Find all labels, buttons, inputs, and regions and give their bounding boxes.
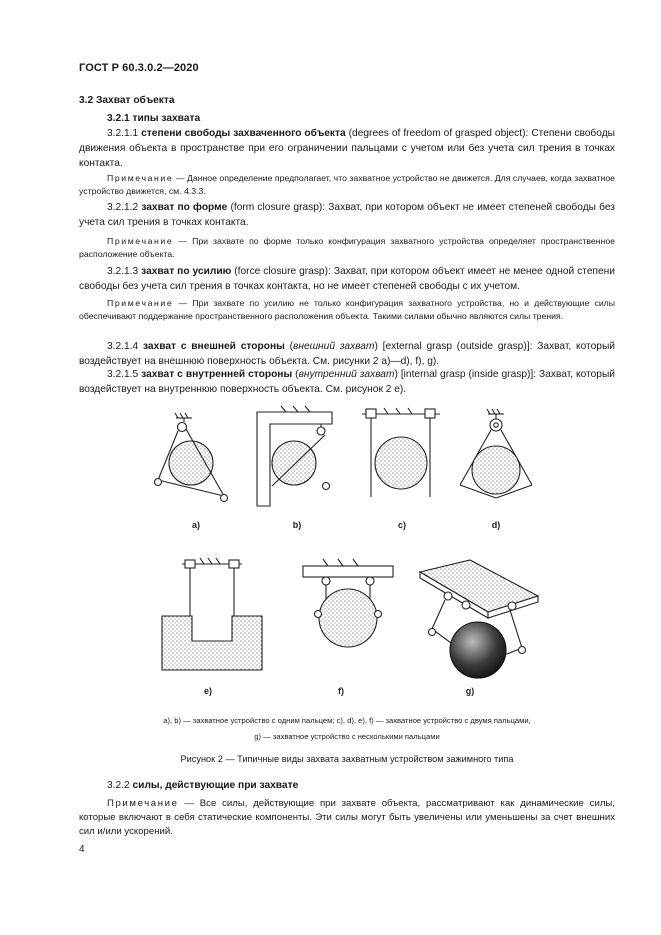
- term-english: (force closure grasp):: [234, 266, 331, 277]
- clause-number: 3.2.1.5: [107, 369, 139, 380]
- page-number: 4: [79, 844, 85, 855]
- term: степени свободы захваченного объекта: [141, 128, 346, 139]
- term: захват по форме: [141, 202, 228, 213]
- figure-legend-line-1: a), b) — захватное устройство с одним пальцем; c), d), e), f) — захватное устройство с двумя пальцами,: [163, 716, 531, 725]
- diagram-e-internal-grasp: [162, 558, 262, 670]
- definition-3-2-1-4: 3.2.1.4 захват с внешней стороны (внешний захват) [external grasp (outside grasp)]: Захват, который воздействует на внешнюю поверхность объекта. См. рисунки 2 а)—d), f), g).: [79, 341, 615, 367]
- figure-legend-line-2: g) — захватное устройство с несколькими пальцами: [254, 732, 440, 741]
- clause-number: 3.2.1.4: [107, 341, 139, 352]
- note-label: Примечание: [107, 173, 174, 183]
- note-2: [79, 235, 615, 261]
- definition-3-2-1-5: 3.2.1.5 захват с внутренней стороны (внутренний захват) [internal grasp (inside grasp)]: Захват, который воздействует на внутреннюю поверхность объекта. См. рисунок 2 е).: [79, 369, 615, 395]
- figure-title: Рисунок 2 — Типичные виды захвата захватным устройством зажимного типа: [180, 754, 514, 764]
- term: силы, действующие при захвате: [132, 780, 299, 791]
- clause-number: 3.2.1.1: [107, 128, 139, 139]
- term-english: [internal grasp (inside grasp)]:: [400, 369, 537, 380]
- term: захват с внешней стороны: [142, 341, 285, 352]
- subsection-3-2-2: [79, 778, 615, 793]
- note-text: — При захвате по усилию не только конфигурация захватного устройства, но и действующие силы обеспечивают поддержание пространственного расположения объекта. Такими силами обычно являются силы трения.: [79, 298, 615, 321]
- term-alt: внешний захват: [293, 341, 375, 352]
- figure-label-f: f): [338, 686, 344, 696]
- term-definition: Захват, который воздействует на внутреннюю поверхность объекта. См. рисунок 2 е).: [79, 369, 615, 395]
- term-english: [external grasp (outside grasp)]:: [382, 341, 533, 352]
- diagram-g-multi-finger: [420, 560, 538, 678]
- diagram-f-two-fingers: [303, 559, 393, 647]
- figure-label-e: e): [203, 686, 213, 696]
- figure-label-b: b): [292, 520, 302, 530]
- note-4: [79, 797, 615, 839]
- figure-2-grasp-types: [140, 400, 560, 710]
- term-alt: внутренний захват: [298, 369, 395, 380]
- definition-3-2-1-1: [79, 126, 615, 171]
- definition-3-2-1-3: [79, 264, 615, 294]
- note-text: — Данное определение предполагает, что захватное устройство не движется. Для случаев, когда захватное устройство движется, см. 4.3.3.: [79, 173, 616, 196]
- section-heading-3-2: 3.2 Захват объекта: [79, 95, 175, 106]
- clause-number: 3.2.1.3: [107, 266, 139, 277]
- term-definition: Захват, при котором объект имеет не менее одной степени свободы без учета сил трения в точках контакта, но не имеет степеней свободы с их учетом.: [79, 266, 615, 292]
- note-label: Примечание: [107, 298, 174, 308]
- clause-number: 3.2.1.2: [107, 202, 139, 213]
- subsection-heading-3-2-1: [79, 111, 615, 126]
- figure-label-g: g): [465, 686, 475, 696]
- note-1: [79, 172, 615, 198]
- figure-label-c: c): [397, 520, 407, 530]
- diagram-d-two-fingers: [460, 409, 532, 498]
- figure-label-a: a): [191, 520, 201, 530]
- document-header: ГОСТ Р 60.3.0.2—2020: [79, 62, 199, 74]
- note-label: Примечание: [107, 798, 179, 809]
- note-text: — При захвате по форме только конфигурация захватного устройства определяет пространственное расположение объекта.: [79, 236, 615, 259]
- term: захват с внутренней стороны: [141, 369, 293, 380]
- figure-label-d: d): [491, 520, 501, 530]
- clause-number: 3.2.2: [107, 780, 130, 791]
- note-3: [79, 297, 615, 323]
- definition-3-2-1-2: [79, 200, 615, 230]
- diagram-c-two-fingers: [362, 408, 440, 497]
- diagram-a-single-finger: [155, 413, 228, 502]
- term-definition: Захват, который воздействует на внешнюю поверхность объекта. См. рисунки 2 а)—d), f), g).: [79, 341, 615, 367]
- diagram-b-single-finger-wall: [257, 406, 332, 506]
- term-english: (form closure grasp):: [230, 202, 326, 213]
- term-definition: Захват, при котором объект не имеет степеней свободы без учета сил трения в точках контакта.: [79, 202, 615, 228]
- term-english: (degrees of freedom of grasped object):: [348, 128, 529, 139]
- note-label: Примечание: [107, 236, 174, 246]
- term-definition: Степени свободы движения объекта в пространстве при его ограничении пальцами с учетом или без учета сил трения в точках контакта.: [79, 128, 615, 169]
- subsection-title: 3.2.1 типы захвата: [107, 113, 201, 124]
- term: захват по усилию: [141, 266, 232, 277]
- note-text: — Все силы, действующие при захвате объекта, рассматривают как динамические силы, которые включают в себя статические компоненты. Эти силы могут быть увеличены или уменьшены за счет внешних сил и/или ускорений.: [79, 798, 615, 837]
